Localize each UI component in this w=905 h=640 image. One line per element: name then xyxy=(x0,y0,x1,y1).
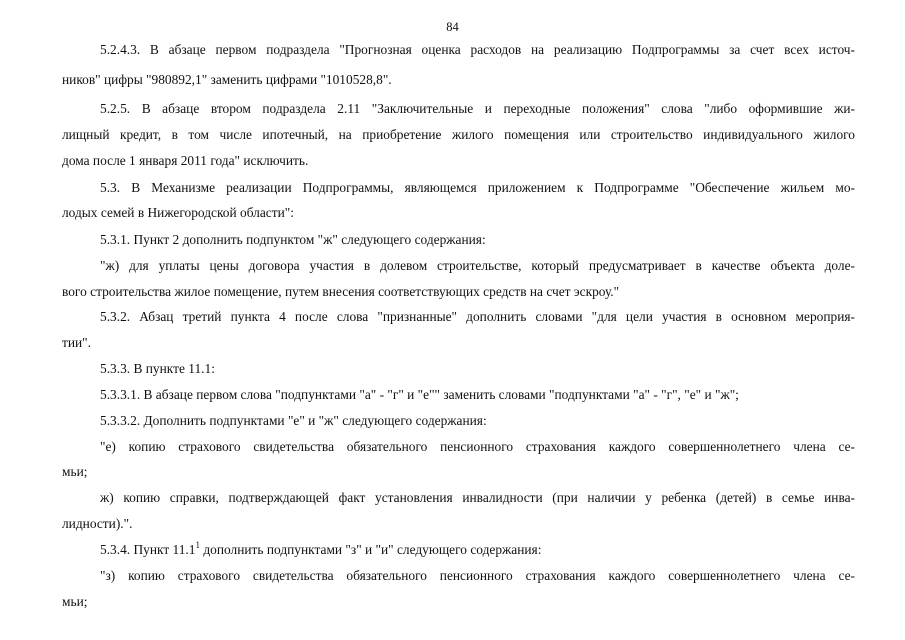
paragraph-line: лищный кредит, в том числе ипотечный, на приобретение жилого помещения или строительство индивидуального жилого xyxy=(62,127,855,142)
paragraph-line: "з) копию страхового свидетельства обязательного пенсионного страхования каждого совершеннолетнего члена се- xyxy=(100,568,855,583)
paragraph-line: 5.3. В Механизме реализации Подпрограммы, являющемся приложением к Подпрограмме "Обеспечение жильем мо- xyxy=(100,180,855,195)
paragraph-line: 5.3.3. В пункте 11.1: xyxy=(100,361,215,376)
superscript: 1 xyxy=(195,540,200,550)
paragraph-line: дома после 1 января 2011 года" исключить. xyxy=(62,153,309,168)
paragraph-line: 5.2.5. В абзаце втором подраздела 2.11 "Заключительные и переходные положения" слова "либо оформившие жи- xyxy=(100,101,855,116)
paragraph-line: 5.2.4.3. В абзаце первом подраздела "Прогнозная оценка расходов на реализацию Подпрограммы за счет всех источ- xyxy=(100,42,855,57)
paragraph-line: "е) копию страхового свидетельства обязательного пенсионного страхования каждого совершеннолетнего члена се- xyxy=(100,439,855,454)
paragraph-text: 5.3.4. Пункт 11.1 xyxy=(100,542,196,557)
paragraph-line: ж) копию справки, подтверждающей факт установления инвалидности (при наличии у ребенка (детей) в семье инва- xyxy=(100,490,855,505)
paragraph-line: лидности).". xyxy=(62,516,133,531)
paragraph-line: лодых семей в Нижегородской области": xyxy=(62,205,294,220)
paragraph-line: 5.3.3.1. В абзаце первом слова "подпунктами "а" - "г" и "е"" заменить словами "подпунктами "а" - "г", "е" и "ж"; xyxy=(100,387,739,402)
page-number: 84 xyxy=(446,20,459,34)
paragraph-line: мьи; xyxy=(62,464,88,479)
paragraph-line: мьи; xyxy=(62,594,88,609)
paragraph-line: тии". xyxy=(62,335,91,350)
paragraph-line: 5.3.1. Пункт 2 дополнить подпунктом "ж" следующего содержания: xyxy=(100,232,486,247)
paragraph-line: ников" цифры "980892,1" заменить цифрами "1010528,8". xyxy=(62,72,392,87)
paragraph-line: 5.3.2. Абзац третий пункта 4 после слова "признанные" дополнить словами "для цели участия в основном мероприя- xyxy=(100,309,855,324)
paragraph-line-with-superscript xyxy=(100,542,541,558)
paragraph-line: "ж) для уплаты цены договора участия в долевом строительстве, который предусматривает в качестве объекта доле- xyxy=(100,258,855,273)
paragraph-line: 5.3.3.2. Дополнить подпунктами "е" и "ж" следующего содержания: xyxy=(100,413,487,428)
paragraph-text: дополнить подпунктами "з" и "и" следующего содержания: xyxy=(199,542,542,557)
paragraph-line: вого строительства жилое помещение, путем внесения соответствующих средств на счет эскроу." xyxy=(62,284,620,299)
